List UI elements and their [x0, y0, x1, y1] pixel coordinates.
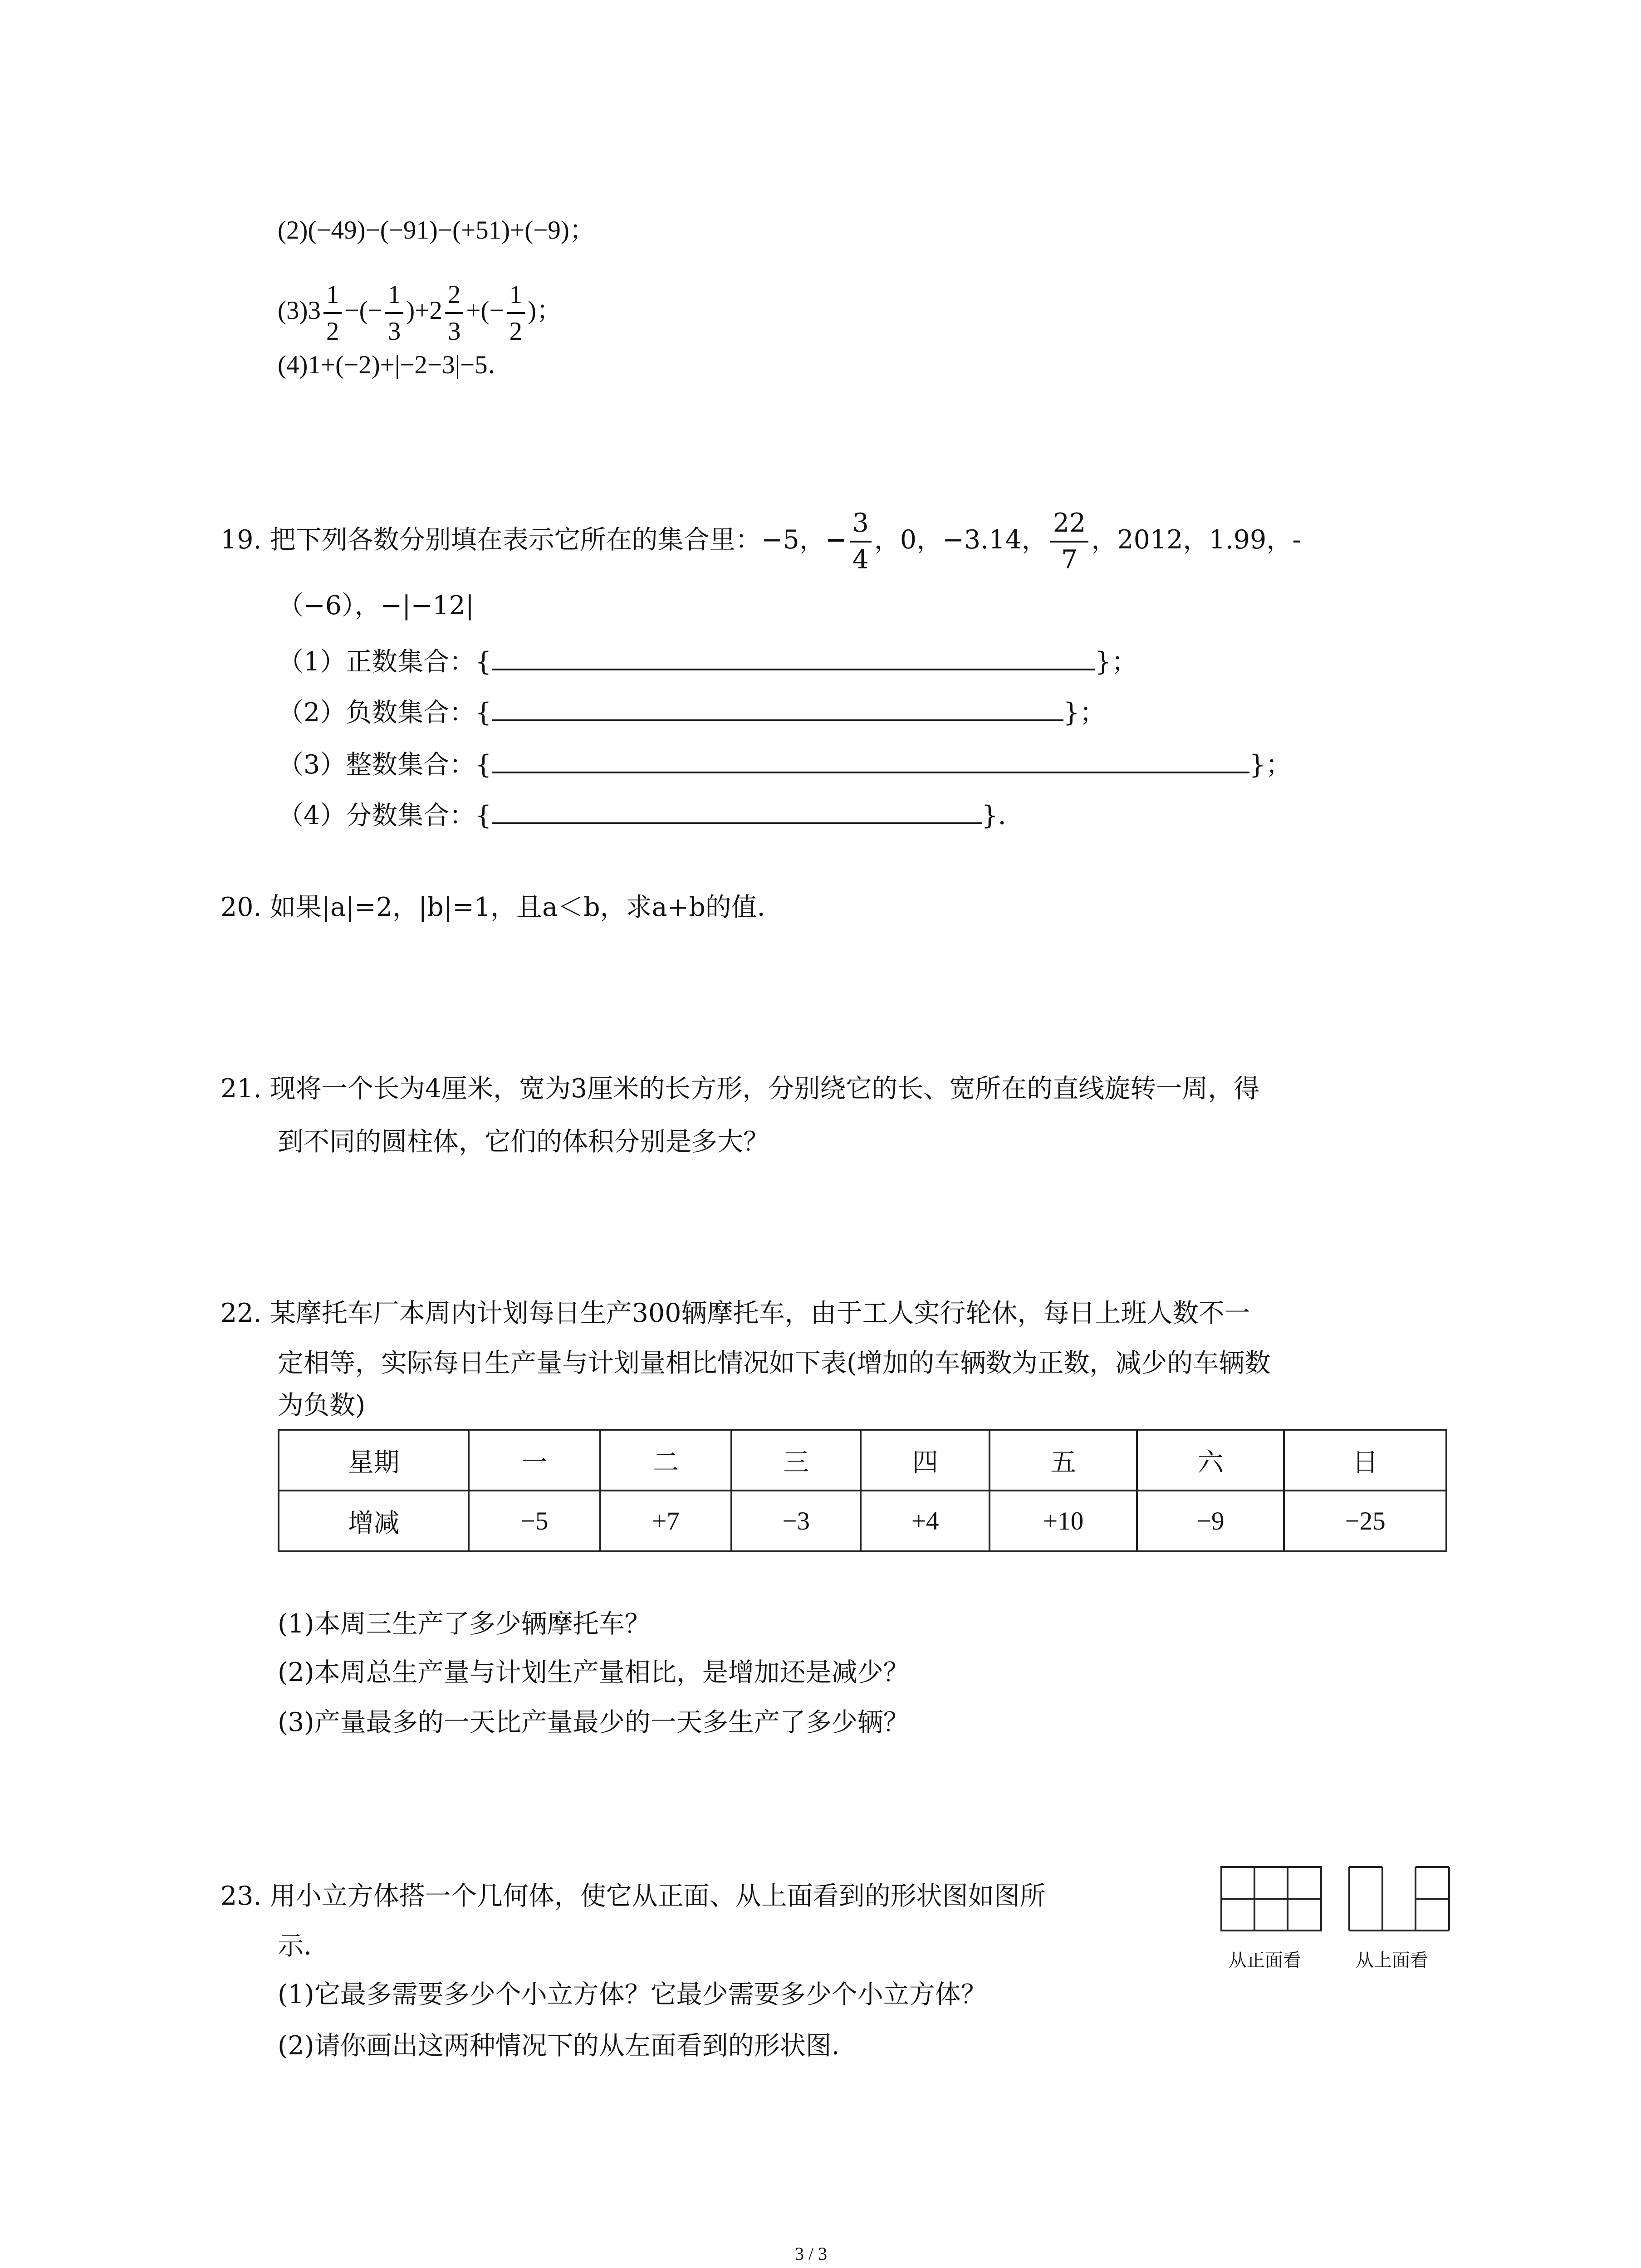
top-view-figure — [1347, 1865, 1452, 1932]
numerator: 1 — [385, 282, 404, 314]
q21-line-1: 21. 现将一个长为4厘米，宽为3厘米的长方形，分别绕它的长、宽所在的直线旋转一周，得 — [220, 1074, 1260, 1104]
table-cell: +10 — [989, 1491, 1137, 1551]
table-header-cell: 星期 — [279, 1430, 469, 1491]
set-negative — [278, 694, 1106, 728]
table-header-cell: 五 — [989, 1430, 1137, 1491]
q22-line-3: 为负数) — [278, 1390, 366, 1420]
fraction — [1050, 510, 1089, 573]
answer-blank[interactable] — [492, 797, 982, 824]
numerator: 1 — [323, 282, 342, 314]
set-end: }； — [1063, 698, 1106, 728]
set-end: }． — [981, 801, 1024, 831]
table-header-cell: 六 — [1137, 1430, 1284, 1491]
q19-lead: 19. 把下列各数分别填在表示它所在的集合里：−5， — [220, 525, 825, 555]
denominator: 4 — [852, 544, 869, 575]
q18-item-2: (2)(−49)−(−91)−(+51)+(−9)； — [278, 216, 595, 244]
denominator: 7 — [1061, 544, 1078, 575]
set-label: （1）正数集合：{ — [278, 647, 492, 677]
fraction — [385, 282, 404, 344]
table-cell: 增减 — [279, 1491, 469, 1551]
table-cell: −5 — [469, 1491, 600, 1551]
q18-item-3 — [278, 268, 562, 354]
denominator: 3 — [387, 317, 401, 346]
q18-item3-text: +(− — [466, 296, 504, 325]
set-label: （2）负数集合：{ — [278, 698, 492, 728]
q22-sub-3: (3)产量最多的一天比产量最少的一天多生产了多少辆？ — [278, 1707, 909, 1737]
q20-stem: 20. 如果|a|=2，|b|=1，且a＜b，求a+b的值． — [220, 892, 783, 922]
set-integer — [278, 746, 1292, 781]
q19-tail: ，2012，1.99，- — [1091, 525, 1301, 555]
q18-item3-prefix: (3)3 — [278, 296, 321, 325]
set-fraction — [278, 797, 1024, 831]
set-label: （4）分数集合：{ — [278, 801, 492, 831]
q23-sub-2: (2)请你画出这两种情况下的从左面看到的形状图． — [278, 2031, 857, 2061]
table-cell: −25 — [1284, 1491, 1446, 1551]
denominator: 3 — [447, 317, 461, 346]
fraction — [445, 282, 464, 344]
q22-sub-1: (1)本周三生产了多少辆摩托车？ — [278, 1609, 651, 1639]
page-number: 3 / 3 — [795, 2244, 828, 2264]
set-label: （3）整数集合：{ — [278, 750, 492, 780]
set-end: }； — [1095, 647, 1137, 677]
top-view-label: 从上面看 — [1356, 1950, 1428, 1970]
denominator: 2 — [326, 317, 339, 346]
numerator: 2 — [445, 282, 464, 314]
q21-line-2: 到不同的圆柱体，它们的体积分别是多大？ — [278, 1127, 769, 1157]
numerator: 1 — [507, 282, 525, 314]
q19-stem — [220, 497, 1301, 583]
table-header-cell: 日 — [1284, 1430, 1446, 1491]
fraction — [850, 510, 872, 573]
production-table — [278, 1429, 1447, 1552]
q23-line-2: 示． — [278, 1931, 329, 1961]
q19-mid: ，0，−3.14， — [874, 525, 1048, 555]
q22-sub-2: (2)本周总生产量与计划生产量相比，是增加还是减少？ — [278, 1657, 909, 1687]
numerator: 22 — [1050, 510, 1089, 543]
denominator: 2 — [509, 317, 523, 346]
fraction — [323, 282, 342, 344]
table-header-cell: 一 — [469, 1430, 600, 1491]
front-view-figure — [1220, 1865, 1324, 1932]
minus-sign: − — [825, 524, 847, 555]
table-cell: −9 — [1137, 1491, 1284, 1551]
table-row — [279, 1491, 1446, 1551]
table-header-cell: 二 — [600, 1430, 732, 1491]
q22-line-1: 22. 某摩托车厂本周内计划每日生产300辆摩托车，由于工人实行轮休，每日上班人数不一 — [220, 1298, 1250, 1328]
numerator: 3 — [850, 510, 872, 543]
answer-blank[interactable] — [492, 746, 1249, 773]
q18-item-4: (4)1+(−2)+|−2−3|−5． — [278, 351, 514, 379]
front-view-label: 从正面看 — [1229, 1950, 1301, 1970]
table-cell: −3 — [731, 1491, 861, 1551]
q18-item3-text: −(− — [344, 296, 382, 325]
q18-item3-text: )； — [528, 296, 563, 325]
q19-line-2: （−6），−|−12| — [278, 591, 474, 621]
table-header-cell: 三 — [731, 1430, 861, 1491]
q23-line-1: 23. 用小立方体搭一个几何体，使它从正面、从上面看到的形状图如图所 — [220, 1881, 1046, 1911]
table-cell: +7 — [600, 1491, 732, 1551]
fraction — [507, 282, 525, 344]
q23-sub-1: (1)它最多需要多少个小立方体？它最少需要多少个小立方体？ — [278, 1980, 987, 2009]
answer-blank[interactable] — [492, 694, 1063, 721]
table-cell: +4 — [861, 1491, 990, 1551]
q18-item3-text: )+2 — [406, 296, 442, 325]
answer-blank[interactable] — [492, 643, 1095, 670]
q22-line-2: 定相等，实际每日生产量与计划量相比情况如下表(增加的车辆数为正数，减少的车辆数 — [278, 1348, 1271, 1378]
set-positive — [278, 643, 1137, 678]
table-row — [279, 1430, 1446, 1491]
set-end: }； — [1249, 750, 1292, 780]
table-header-cell: 四 — [861, 1430, 990, 1491]
